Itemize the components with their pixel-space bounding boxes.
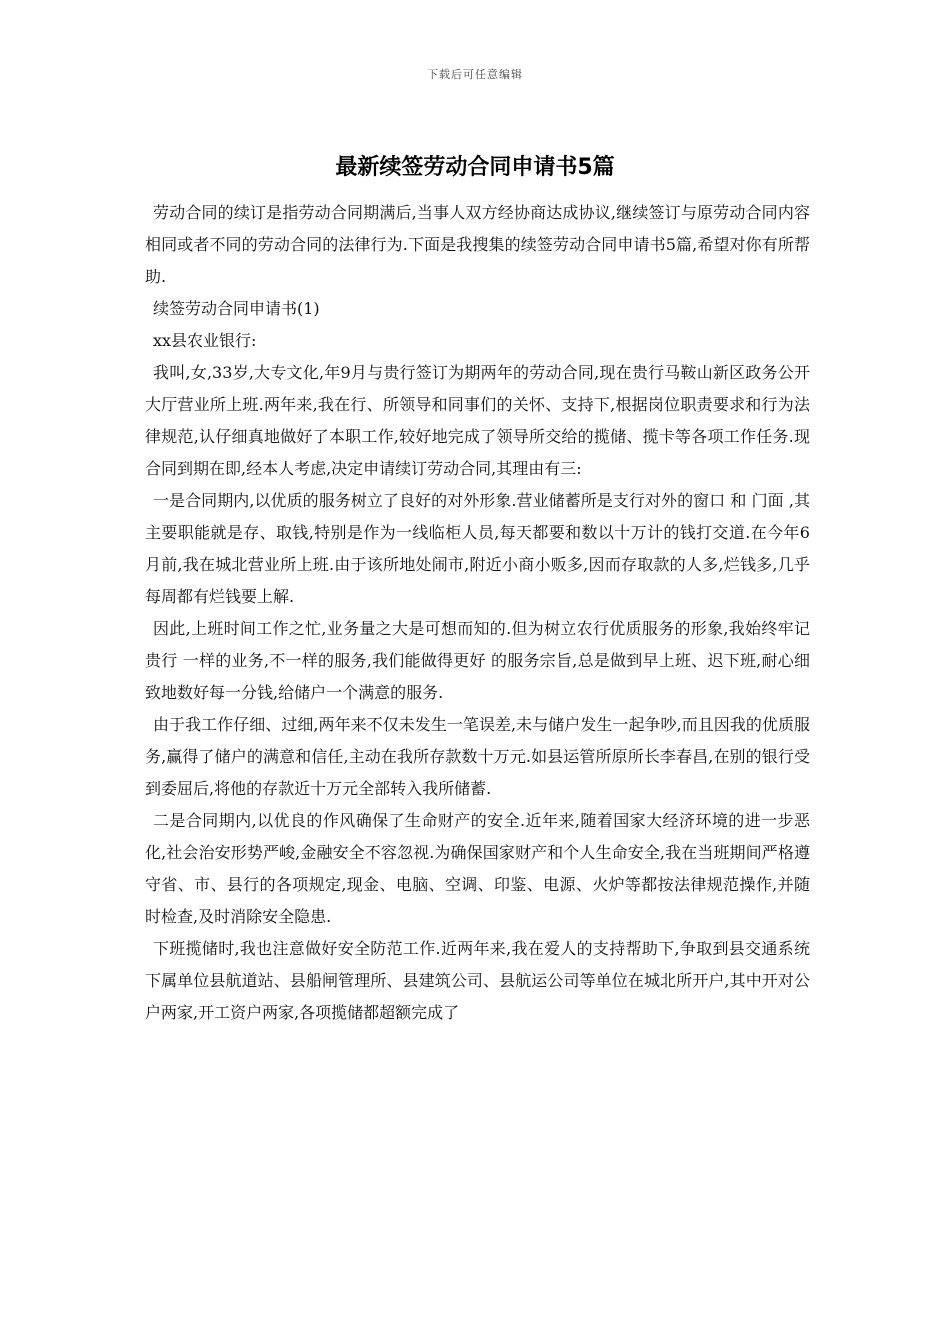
paragraph-body: 我叫,女,33岁,大专文化,年9月与贵行签订为期两年的劳动合同,现在贵行马鞍山新区政务公开大厅营业所上班.两年来,我在行、所领导和同事们的关怀、支持下,根据岗位职责要求和行为法律规范,认仔细真地做好了本职工作,较好地完成了领导所交给的揽储、揽卡等各项工作任务.现合同到期在即,经本人考虑,决定申请续订劳动合同,其理由有三:	[145, 363, 810, 478]
paragraph-intro: 劳动合同的续订是指劳动合同期满后,当事人双方经协商达成协议,继续签订与原劳动合同内容相同或者不同的劳动合同的法律行为.下面是我搜集的续签劳动合同申请书5篇,希望对你有所帮助.	[145, 203, 810, 286]
paragraph-salutation: xx县农业银行:	[153, 331, 257, 350]
paragraph-body: 一是合同期内,以优质的服务树立了良好的对外形象.营业储蓄所是支行对外的窗口 和 门面 ,其主要职能就是存、取钱,特别是作为一线临柜人员,每天都要和数以十万计的钱打交道.在今年6月前,我在城北营业所上班.由于该所地处闹市,附近小商小贩多,因而存取款的人多,烂钱多,几乎每周都有烂钱要上解.	[145, 491, 810, 606]
paragraph-body: 因此,上班时间工作之忙,业务量之大是可想而知的.但为树立农行优质服务的形象,我始终牢记贵行 一样的业务,不一样的服务,我们能做得更好 的服务宗旨,总是做到早上班、迟下班,耐心细致地数好每一分钱,给储户一个满意的服务.	[145, 619, 810, 702]
header-note: 下载后可任意编辑	[427, 68, 523, 81]
paragraph-body: 由于我工作仔细、过细,两年来不仅未发生一笔误差,未与储户发生一起争吵,而且因我的优质服务,赢得了储户的满意和信任,主动在我所存款数十万元.如县运管所原所长李春昌,在别的银行受到委屈后,将他的存款近十万元全部转入我所储蓄.	[145, 715, 810, 798]
paragraph-body: 下班揽储时,我也注意做好安全防范工作.近两年来,我在爱人的支持帮助下,争取到县交通系统下属单位县航道站、县船闸管理所、县建筑公司、县航运公司等单位在城北所开户,其中开对公户两家,开工资户两家,各项揽储都超额完成了	[145, 939, 810, 1022]
paragraph-section-heading: 续签劳动合同申请书(1)	[153, 299, 320, 318]
document-title: 最新续签劳动合同申请书5篇	[335, 155, 615, 180]
document-body	[145, 197, 810, 1029]
paragraph-body: 二是合同期内,以优良的作风确保了生命财产的安全.近年来,随着国家大经济环境的进一步恶化,社会治安形势严峻,金融安全不容忽视.为确保国家财产和个人生命安全,我在当班期间严格遵守省、市、县行的各项规定,现金、电脑、空调、印鉴、电源、火炉等都按法律规范操作,并随时检查,及时消除安全隐患.	[145, 811, 810, 926]
